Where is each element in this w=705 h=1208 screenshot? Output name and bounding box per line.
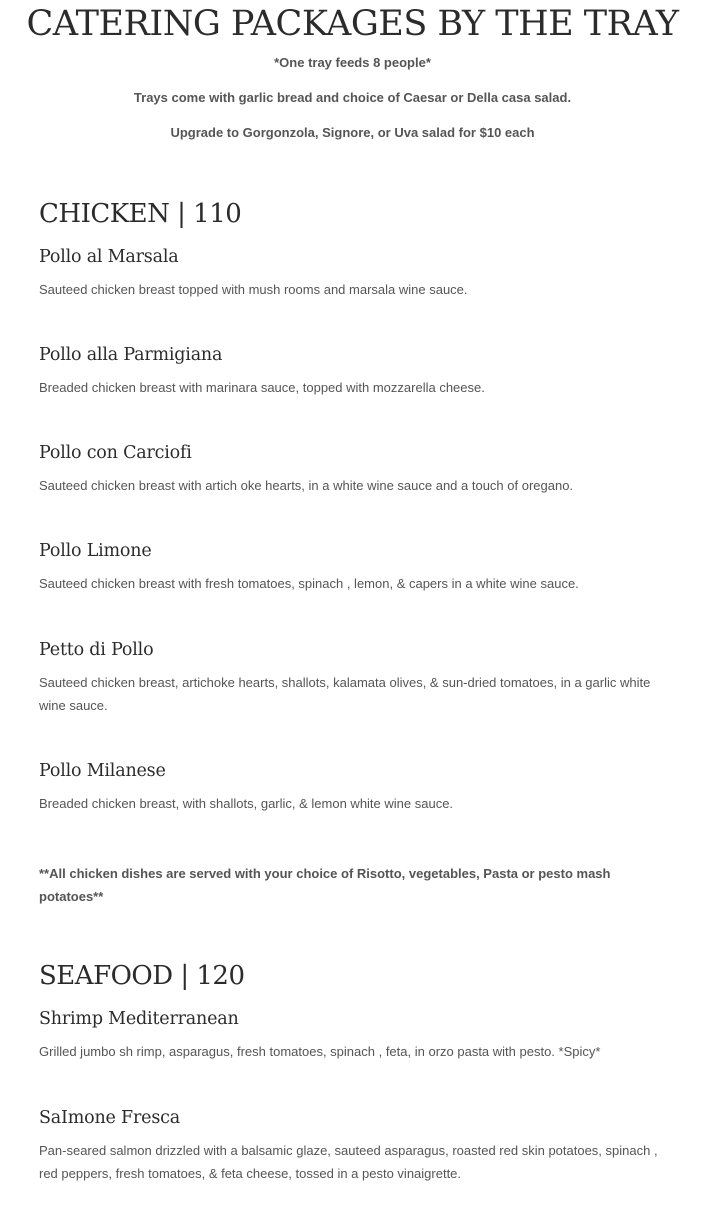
dish-name: Pollo Limone: [39, 541, 152, 561]
dish-description: Breaded chicken breast with marinara sauce, topped with mozzarella cheese.: [39, 380, 485, 395]
dish-description: Breaded chicken breast, with shallots, garlic, & lemon white wine sauce.: [39, 796, 454, 811]
section-title-seafood: SEAFOOD | 120: [39, 961, 245, 991]
dish-name: Pollo con Carciofi: [39, 443, 192, 463]
dish-description: Pan-seared salmon drizzled with a balsamic glaze, sauteed asparagus, roasted red skin potatoes, spinach , red peppers, fresh tomatoes, & feta cheese, tossed in a pesto vinaigrette.: [39, 1143, 658, 1181]
salad-upgrade-note: Upgrade to Gorgonzola, Signore, or Uva salad for $10 each: [170, 125, 535, 140]
page-title: CATERING PACKAGES BY THE TRAY: [26, 4, 679, 44]
dish-description: Grilled jumbo sh rimp, asparagus, fresh tomatoes, spinach , feta, in orzo pasta with pesto. *Spicy*: [39, 1044, 601, 1059]
dish-name: Pollo alla Parmigiana: [39, 345, 223, 365]
dish-name: Pollo Milanese: [39, 761, 166, 781]
tray-includes-note: Trays come with garlic bread and choice of Caesar or Della casa salad.: [133, 90, 572, 105]
section-title-chicken: CHICKEN | 110: [39, 199, 242, 229]
dish-description: Sauteed chicken breast topped with mush rooms and marsala wine sauce.: [39, 282, 468, 297]
tray-feeds-note: *One tray feeds 8 people*: [274, 55, 431, 70]
dish-name: Shrimp Mediterranean: [39, 1009, 239, 1029]
dish-description: Sauteed chicken breast with fresh tomatoes, spinach , lemon, & capers in a white wine sauce.: [39, 576, 579, 591]
dish-name: Petto di Pollo: [39, 640, 154, 660]
chicken-sides-note: **All chicken dishes are served with your choice of Risotto, vegetables, Pasta or pesto mash potatoes**: [39, 866, 611, 904]
dish-description: Sauteed chicken breast, artichoke hearts, shallots, kalamata olives, & sun-dried tomatoes, in a garlic white wine sauce.: [39, 675, 651, 713]
dish-name: Pollo al Marsala: [39, 247, 179, 267]
dish-name: SaImone Fresca: [39, 1108, 180, 1128]
dish-description: Sauteed chicken breast with artich oke hearts, in a white wine sauce and a touch of oregano.: [39, 478, 574, 493]
